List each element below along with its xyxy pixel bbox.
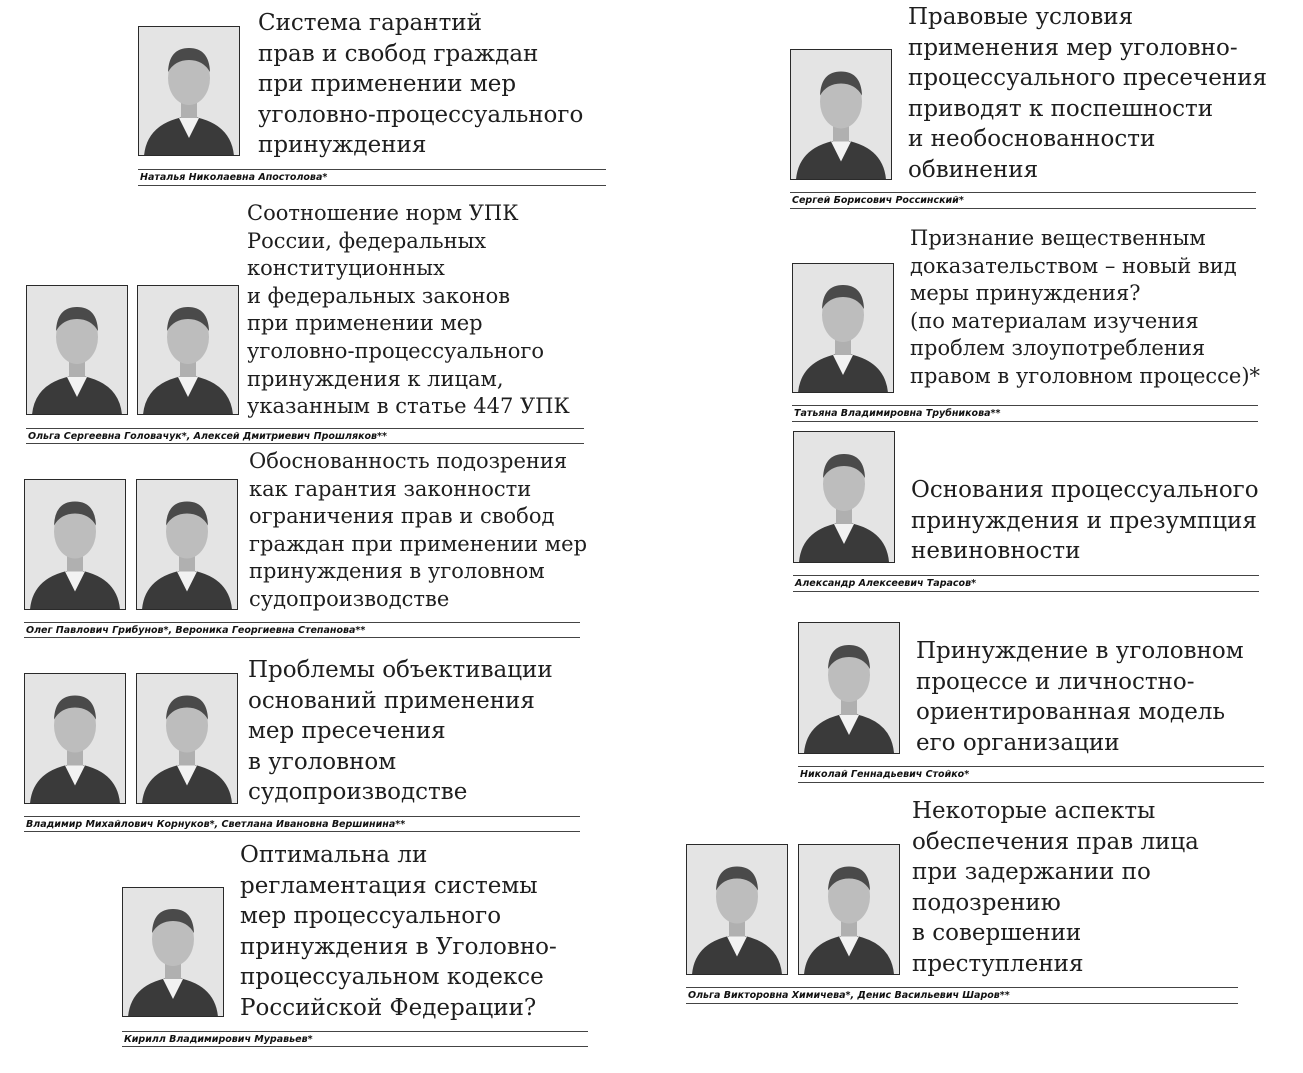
article-title: Основания процессуального принуждения и презумпция невиновности (911, 477, 1259, 564)
divider (24, 637, 580, 638)
divider (798, 766, 1264, 767)
divider (686, 987, 1238, 988)
article-authors: Сергей Борисович Россинский* (792, 195, 964, 206)
divider (793, 591, 1259, 592)
author-photo (798, 622, 900, 754)
article-authors: Олег Павлович Грибунов*, Вероника Георгиевна Степанова** (26, 625, 366, 636)
divider (26, 443, 584, 444)
article-authors: Татьяна Владимировна Трубникова** (794, 408, 1001, 419)
divider (24, 816, 580, 817)
author-photo (686, 844, 788, 975)
article-title: Признание вещественным доказательством – новый вид меры принуждения? (по материалам изучения проблем злоупотребления правом в уголовном процессе)* (910, 226, 1261, 388)
article-title: Проблемы объективации оснований применения мер пресечения в уголовном судопроизводстве (248, 657, 553, 805)
author-photo (137, 285, 239, 415)
article-authors: Наталья Николаевна Апостолова* (140, 172, 328, 183)
divider (798, 782, 1264, 783)
article-authors: Владимир Михайлович Корнуков*, Светлана Ивановна Вершинина** (26, 819, 406, 830)
article-title: Система гарантий прав и свобод граждан при применении мер уголовно-процессуального принуждения (258, 10, 584, 158)
divider (138, 185, 606, 186)
article-title: Принуждение в уголовном процессе и личностно- ориентированная модель его организации (916, 638, 1244, 756)
divider (24, 831, 580, 832)
article-title: Соотношение норм УПК России, федеральных конституционных и федеральных законов при применении мер уголовно-процессуального принуждения к лицам, указанным в статье 447 УПК (247, 201, 570, 419)
author-photo (138, 26, 240, 156)
divider (122, 1031, 588, 1032)
divider (792, 405, 1258, 406)
article-authors: Кирилл Владимирович Муравьев* (124, 1034, 313, 1045)
author-photo (136, 479, 238, 610)
author-photo (122, 887, 224, 1017)
article-title: Правовые условия применения мер уголовно- процессуального пресечения приводят к поспешности и необоснованности обвинения (908, 4, 1267, 183)
article-authors: Александр Алексеевич Тарасов* (795, 578, 977, 589)
divider (792, 421, 1258, 422)
divider (686, 1003, 1238, 1004)
article-title: Оптимальна ли регламентация системы мер процессуального принуждения в Уголовно- процессуальном кодексе Российской Федерации? (240, 842, 557, 1021)
divider (138, 169, 606, 170)
author-photo (24, 479, 126, 610)
article-title: Обоснованность подозрения как гарантия законности ограничения прав и свобод граждан при применении мер принуждения в уголовном судопроизводстве (249, 449, 588, 611)
article-title: Некоторые аспекты обеспечения прав лица при задержании по подозрению в совершении преступления (912, 798, 1199, 977)
divider (790, 208, 1256, 209)
author-photo (24, 673, 126, 804)
author-photo (136, 673, 238, 804)
divider (122, 1046, 588, 1047)
divider (26, 428, 584, 429)
author-photo (26, 285, 128, 415)
divider (793, 575, 1259, 576)
article-authors: Ольга Викторовна Химичева*, Денис Васильевич Шаров** (688, 990, 1010, 1001)
article-authors: Николай Геннадьевич Стойко* (800, 769, 970, 780)
author-photo (790, 49, 892, 180)
author-photo (798, 844, 900, 975)
author-photo (793, 431, 895, 563)
author-photo (792, 263, 894, 393)
divider (24, 622, 580, 623)
article-authors: Ольга Сергеевна Головачук*, Алексей Дмитриевич Прошляков** (28, 431, 387, 442)
divider (790, 192, 1256, 193)
